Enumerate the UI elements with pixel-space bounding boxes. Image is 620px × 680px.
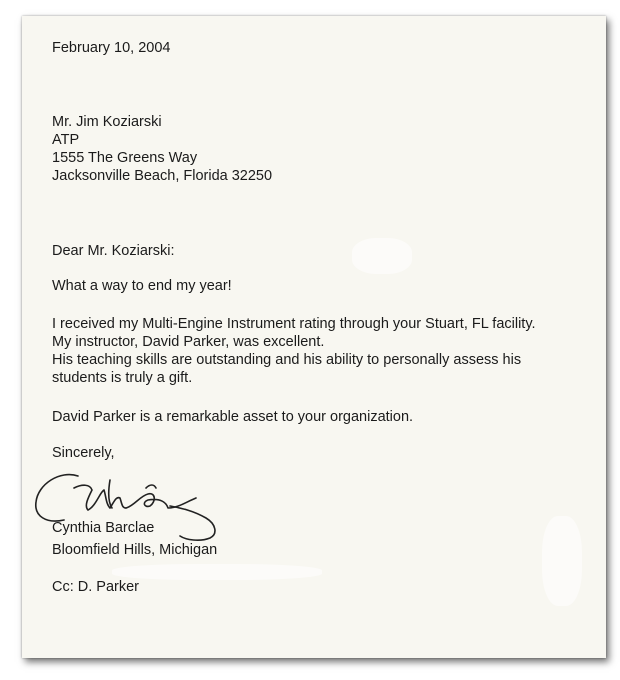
closing-statement: David Parker is a remarkable asset to your organization. [52, 409, 414, 425]
sender-name: Cynthia Barclae [52, 520, 155, 536]
sender-location: Bloomfield Hills, Michigan [52, 542, 218, 558]
paper-smudge [542, 516, 582, 606]
letter-date: February 10, 2004 [52, 40, 171, 56]
recipient-address [52, 113, 272, 185]
body-paragraph [52, 315, 536, 387]
salutation: Dear Mr. Koziarski: [52, 243, 175, 259]
body-line: I received my Multi-Engine Instrument rating through your Stuart, FL facility. [52, 316, 536, 332]
paper-smudge [112, 564, 322, 580]
valediction: Sincerely, [52, 445, 115, 461]
paper-smudge [352, 238, 412, 274]
body-line: My instructor, David Parker, was excellent. [52, 334, 325, 350]
body-line: His teaching skills are outstanding and his ability to personally assess his [52, 352, 522, 368]
opening-line: What a way to end my year! [52, 278, 232, 294]
recipient-organization: ATP [52, 132, 80, 148]
recipient-street: 1555 The Greens Way [52, 150, 198, 166]
letter-page [22, 16, 606, 658]
recipient-city-state-zip: Jacksonville Beach, Florida 32250 [52, 168, 273, 184]
body-line: students is truly a gift. [52, 370, 193, 386]
recipient-name: Mr. Jim Koziarski [52, 114, 162, 130]
cc-line: Cc: D. Parker [52, 579, 140, 595]
sender-block [52, 519, 217, 559]
